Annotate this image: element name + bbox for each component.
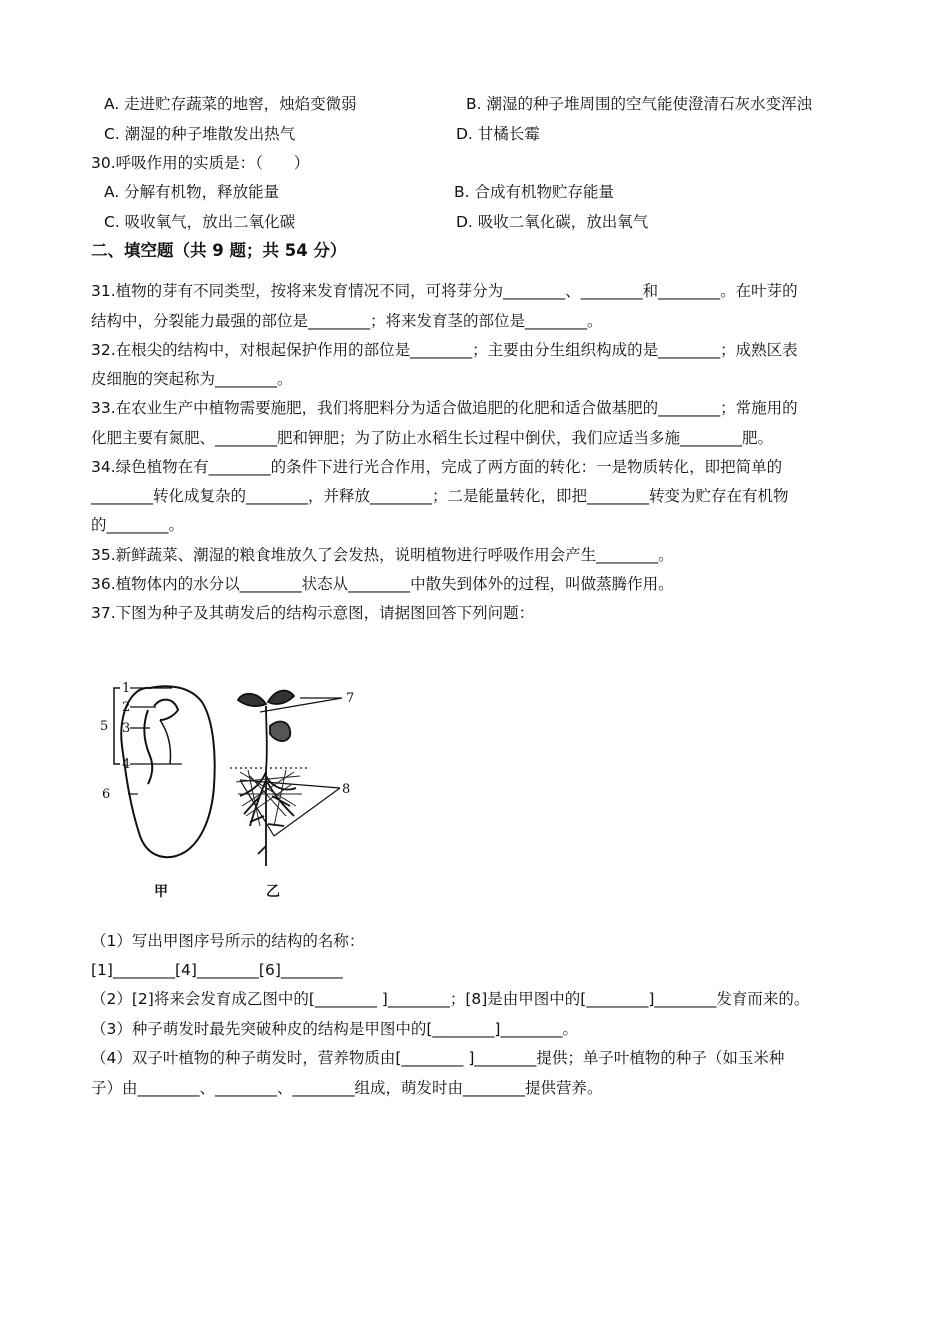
q37-part-1-blanks: [1]________[4]________[6]________: [91, 961, 343, 979]
q35: 35.新鲜蔬菜、潮湿的粮食堆放久了会发热，说明植物进行呼吸作用会产生________。: [91, 546, 674, 564]
q29-option-c: C. 潮湿的种子堆散发出热气: [104, 125, 296, 143]
q34-line-1: 34.绿色植物在有________的条件下进行光合作用，完成了两方面的转化：一是物质转化，即把简单的: [91, 458, 783, 476]
q37-part-2: （2）[2]将来会发育成乙图中的[________ ]________；[8]是由甲图中的[________]________发育而来的。: [91, 990, 810, 1008]
q34-line-2: ________转化成复杂的________，并释放________；二是能量转化，即把________转变为贮存在有机物: [91, 487, 789, 505]
q37-part-4-line-2: 子）由________、________、________组成，萌发时由________提供营养。: [91, 1079, 603, 1097]
label-1: 1: [122, 681, 131, 696]
q37-part-4-line-1: （4）双子叶植物的种子萌发时，营养物质由[________ ]________提供；单子叶植物的种子（如玉米种: [91, 1049, 785, 1067]
q37-part-3: （3）种子萌发时最先突破种皮的结构是甲图中的[________]________。: [91, 1020, 578, 1038]
q33-line-1: 33.在农业生产中植物需要施肥，我们将肥料分为适合做追肥的化肥和适合做基肥的________；常施用的: [91, 399, 798, 417]
bracket-5: [114, 688, 120, 764]
q29-option-b: B. 潮湿的种子堆周围的空气能使澄清石灰水变浑浊: [466, 95, 812, 113]
caption-jia: 甲: [154, 884, 168, 900]
seedling-roots: [240, 772, 296, 866]
q31-line-1: 31.植物的芽有不同类型，按将来发育情况不同，可将芽分为________、________和________。在叶芽的: [91, 282, 798, 300]
q29-option-a: A. 走进贮存蔬菜的地窖，烛焰变微弱: [104, 95, 357, 113]
cotyledon-edge: [160, 720, 171, 764]
label-2: 2: [122, 700, 131, 715]
label-7: 7: [346, 691, 355, 706]
plumule: [154, 700, 178, 720]
q37-part-1: （1）写出甲图序号所示的结构的名称：: [91, 932, 365, 950]
seedling-stem: [266, 706, 267, 786]
seedling-leaf-right: [268, 691, 294, 704]
q36: 36.植物体内的水分以________状态从________中散失到体外的过程，叫做蒸腾作用。: [91, 575, 674, 593]
seedling-cotyledon: [270, 721, 290, 741]
label-4: 4: [122, 757, 131, 772]
q30-option-c: C. 吸收氧气，放出二氧化碳: [104, 213, 296, 231]
seed-diagram-svg: [90, 676, 360, 906]
label-3: 3: [122, 721, 131, 736]
q37-stem: 37.下图为种子及其萌发后的结构示意图，请据图回答下列问题：: [91, 604, 535, 622]
label-5: 5: [100, 719, 109, 734]
section-heading: 二、填空题（共 9 题；共 54 分）: [91, 241, 347, 260]
seed-germination-figure: [90, 676, 360, 906]
q34-line-3: 的________。: [91, 516, 185, 534]
seedling-leaf-left: [238, 694, 266, 706]
q30-option-d: D. 吸收二氧化碳，放出氧气: [456, 213, 649, 231]
seed-coat-outline: [121, 686, 214, 857]
label-6: 6: [102, 787, 111, 802]
embryo-axis: [144, 710, 152, 784]
q31-line-2: 结构中，分裂能力最强的部位是________；将来发育茎的部位是________。: [91, 312, 603, 330]
q30-option-b: B. 合成有机物贮存能量: [454, 183, 614, 201]
q32-line-2: 皮细胞的突起称为________。: [91, 370, 293, 388]
q32-line-1: 32.在根尖的结构中，对根起保护作用的部位是________；主要由分生组织构成的是________；成熟区表: [91, 341, 798, 359]
q30-option-a: A. 分解有机物，释放能量: [104, 183, 280, 201]
q30-stem: 30.呼吸作用的实质是：（ ）: [91, 154, 310, 172]
q33-line-2: 化肥主要有氮肥、________肥和钾肥；为了防止水稻生长过程中倒伏，我们应适当多施________肥。: [91, 429, 774, 447]
label-8: 8: [342, 782, 351, 797]
q29-option-d: D. 甘橘长霉: [456, 125, 540, 143]
caption-yi: 乙: [266, 884, 280, 900]
root-hair-cluster: [236, 770, 302, 826]
